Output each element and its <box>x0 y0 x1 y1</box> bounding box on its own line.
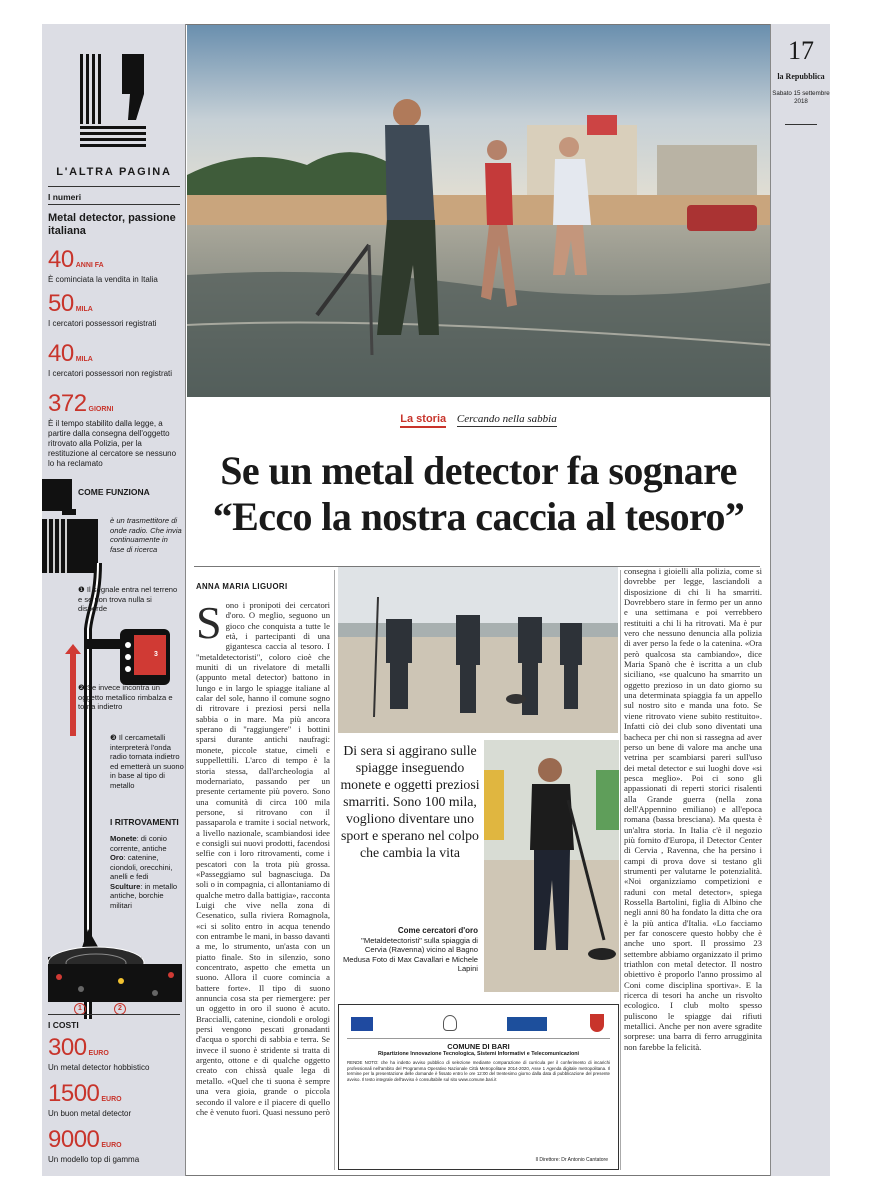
cost-unit: EURO <box>101 1096 122 1103</box>
find-label: Oro <box>110 853 124 862</box>
cost-number: 1500 <box>48 1080 100 1107</box>
finds-title: I RITROVAMENTI <box>110 817 179 827</box>
stat-unit: GIORNI <box>88 406 114 413</box>
coin-icon <box>118 978 124 984</box>
stat-unit: MILA <box>75 306 93 313</box>
how-intro: è un trasmettitore di onde radio. Che invia continuamente in fase di ricerca <box>110 516 182 554</box>
stat-number: 40 <box>48 340 74 367</box>
eu-flag-icon <box>351 1017 373 1031</box>
pull-quote: Di sera si aggirano sulle spiagge inseguendo monete e oggetti preziosi smarriti. Sono 100 mila, vogliono diventare uno sport e sperano nel colpo che cambia la vita <box>340 743 480 860</box>
coin-icon <box>152 990 158 996</box>
how-step-3: ❸ Il cercametalli interpreterà l'onda radio tornata indietro ed emetterà un suono in base al tipo di metallo <box>110 733 184 790</box>
ad-fine-print: RENDE NOTO: che ha indetto avviso pubblico di selezione mediante comparazione di curricula per il conferimento di incarichi professionali nell'ambito del Programma Operativo Nazionale Città Metropolitane 2014-2020, Asse 1 Agenda digitale metropolitana. Il termine per la presentazione delle domande è fissato entro le ore 12:00 del trentesimo giorno dalla data di pubblicazione del presente avviso. Il testo integrale dell'avviso è consultabile sul sito www.comune.bari.it <box>347 1060 610 1082</box>
section-logo <box>78 54 148 150</box>
kicker-section: La storia <box>400 413 446 428</box>
divider <box>785 124 817 125</box>
stat-item <box>48 390 182 469</box>
ad-comune: COMUNE DI BARI <box>447 1042 510 1051</box>
costs-title: I COSTI <box>48 1020 79 1030</box>
numbers-heading: Metal detector, passione italiana <box>48 212 176 237</box>
coin-icon <box>78 986 84 992</box>
stat-unit: ANNI FA <box>75 262 104 269</box>
article-column-3 <box>624 566 762 1166</box>
stat-item <box>48 340 182 379</box>
stat-number: 372 <box>48 390 87 417</box>
find-text: : catenine, ciondoli, orecchini, anelli e fedi <box>110 853 173 881</box>
signal-arrow-icon <box>70 652 76 736</box>
marker-1: 1 <box>74 1003 86 1015</box>
cost-desc: Un modello top di gamma <box>48 1155 140 1164</box>
column-divider <box>620 570 621 1170</box>
date: Sabato 15 settembre 2018 <box>772 90 830 105</box>
how-step-1: ❶ Il segnale entra nel terreno e se non trova nulla si disperde <box>78 585 178 613</box>
how-step-2: ❷ Se invece incontra un oggetto metallico rimbalza e torna indietro <box>78 683 173 711</box>
public-notice-ad <box>338 1004 619 1170</box>
article-text: ono i pronipoti dei cercatori d'oro. O meglio, seguono un gioco che conquista a tutte le età, i partecipanti di una gigantesca caccia al tesoro. I "metaldetectoristi", coloro cioè che muniti di un rivelatore di metalli (appunto metal detector) battono in lungo e in largo le spiagge italiane al calar del sole, hanno il comune sogno di ritrovare i preziosi persi nella sabbia o in mare. Ma più ancora sperano di "raggiungere" i bottini sparsi durante antichi naufragi: monete, piccole statue, cimeli e suppellettili. L'arco di tempo è la storia stessa, dall'archeologia al modernariato, passando per un presente certamente più povero. Sono una comunità di circa 100 mila persone, si ritrovano con il passaparola e tramite i social network, a livello nazionale, scambiandosi idee e consigli sui nuovi prodotti, facendosi selfie con i loro ritrovamenti, come i pescatori con la trota più grossa. «Passeggiamo sul bagnasciuga. Da soli o in compagnia, ci allontaniamo di qualche metro dalla battigia», racconta Luigi che vive nella zona di Cesenatico, sulla riviera Romagnola, «ci si solito entro in acqua tenendo con entrambe le mani, in basso davanti a me, lo strumento, un'asta con un piatto finale. Sto in silenzio, sono concentrato, aspetto che emetta un suono. Allora il cuore comincia a battere forte». Il tipo di suono annuncia cosa sta per riemergere: per un oggetto in oro il suono è acuto. Braccialli, catenine, ciondoli e orologi persi vengono pescati gronadanti d'acqua o sporchi di sabbia e terra. Se invece il suono è stridente si tratta di argento, ottone e di qualche oggetto creato con chissà quale lega di metallo. «Quel che ti suona è sempre una vera gioia, grande o piccola secondo il valore e il piacere di quello che è venuto fuori. Quasi nessuno però <box>196 600 330 1117</box>
ad-signature: Il Direttore: Dr Antonio Cantatore <box>535 1157 608 1163</box>
stat-desc: È il tempo stabilito dalla legge, a partire dalla consegna dell'oggetto ritrovato alla Polizia, per la restituzione al cercatore se nessuno lo ha reclamato <box>48 419 177 468</box>
emblem-icon <box>443 1015 457 1031</box>
article-column-1 <box>196 600 330 1172</box>
divider <box>48 1014 180 1015</box>
cost-item <box>48 1126 182 1165</box>
section-title: L'ALTRA PAGINA <box>56 166 172 178</box>
woman-photo-image <box>484 740 619 992</box>
stat-number: 50 <box>48 290 74 317</box>
drop-cap: S <box>196 600 222 648</box>
find-label: Monete <box>110 834 137 843</box>
masthead: la Repubblica <box>777 72 825 81</box>
numbers-label: I numeri <box>48 192 82 202</box>
hero-photo <box>187 25 770 397</box>
headline-line-1: Se un metal detector fa sognare <box>220 448 737 493</box>
byline: ANNA MARIA LIGUORI <box>196 582 288 591</box>
how-title: COME FUNZIONA <box>78 487 150 497</box>
beach-photo-image <box>187 25 770 397</box>
cost-item <box>48 1080 182 1119</box>
cost-desc: Un metal detector hobbistico <box>48 1063 150 1072</box>
stat-item <box>48 246 182 285</box>
article-text: consegna i gioielli alla polizia, come si dovrebbe per legge, lasciandoli a disposizione di chi li ha smarriti. Dovrebbero stare in fermo per un anno e una settimana e poi verrebbero restituiti a chi li ha ritrovati. Ma è pur vero che nessuno denuncia alla polizia di aver perso la fede o la catenina. «Ora però qualcosa sta cambiando», dice Maria Spanò che è iscritta a un club siciliano, «se qualcuno ha smarrito un oggetto prezioso in un dato giorno su una determinata spiaggia fa un appello sul nostro sito e manda una foto. Se viene ritrovato viene subito restituito». Infatti ciò dei club sono diventati una bacheca per chi non si rassegna ad aver perso un bene di valore ma anche una vetrina per scambiarsi pareri sull'uso dei metal detector e sui luoghi dove «si pesca meglio». Poi ci sono gli appassionati di reperti storici risalenti alla Grande guerra (nella zona dell'Appennino emiliano) e all'epoca romana (bassa bresciana). Ma questa è un'altra storia. In Italia c'è il negozio più fornito d'Europa, il Detector Center di Cervia , Ravenna, che ha persino i campi di prova dove si testano gli strumenti per valutarne le potenzialità. «Noi organizziamo competizioni e raduni con metal detector», spiega Rossella Bartolini, figlia di Albino che negli anni 80 ha fondato la ditta che ora è la più antica d'Italia. «Lo facciamo per far conoscere questo hobby che è anche uno sport. Il prossimo 23 settembre abbiamo organizzato il primo triathlon con metal detector. Il nostro obiettivo è proporlo l'anno prossimo al Coni come disciplina sportiva». E la ricerca di tesori ha anche un risvolto ecologico. I club molto spesso puliscono le spiagge dai rifiuti metallici. Anche per non avere sgradite sorprese: una barra di ferro arrugginita non farebbe la felicità. <box>624 566 762 1052</box>
divider <box>48 186 180 187</box>
cost-number: 9000 <box>48 1126 100 1153</box>
pon-logo-icon <box>507 1017 547 1031</box>
marker-2: 2 <box>114 1003 126 1015</box>
cost-item <box>48 1034 182 1073</box>
group-photo <box>338 567 618 733</box>
sidebar <box>42 24 186 1176</box>
headline-line-2: “Ecco la nostra caccia al tesoro” <box>212 494 745 539</box>
ad-office: Ripartizione Innovazione Tecnologica, Sistemi Informativi e Telecomunicazioni <box>377 1051 580 1057</box>
cost-unit: EURO <box>101 1142 122 1149</box>
caption-text: "Metaldetectoristi" sulla spiaggia di Cervia (Ravenna) vicino al Bagno Medusa Foto di Max Cavallari e Michele Lapini <box>342 935 478 974</box>
stat-desc: I cercatori possessori registrati <box>48 319 157 328</box>
divider <box>48 204 180 205</box>
finds-list <box>110 834 184 910</box>
coin-icon <box>168 972 174 978</box>
cost-desc: Un buon metal detector <box>48 1109 132 1118</box>
woman-photo <box>484 740 619 992</box>
coin-icon <box>56 974 62 980</box>
cost-number: 300 <box>48 1034 87 1061</box>
l-logo-icon <box>78 54 148 150</box>
photo-caption <box>340 926 478 974</box>
kicker-topic: Cercando nella sabbia <box>456 413 557 425</box>
bari-crest-icon <box>590 1014 604 1032</box>
find-item <box>110 882 184 911</box>
find-item <box>110 853 184 882</box>
ad-logos <box>347 1009 610 1039</box>
find-text: : in metallo antiche, borchie militari <box>110 881 178 910</box>
headline <box>187 448 770 540</box>
stat-item <box>48 290 182 329</box>
stat-desc: I cercatori possessori non registrati <box>48 369 173 378</box>
cost-unit: EURO <box>88 1050 109 1057</box>
stat-unit: MILA <box>75 356 93 363</box>
page-info-column <box>770 24 830 1176</box>
find-label: Sculture <box>110 881 141 891</box>
column-divider <box>334 570 335 1170</box>
group-photo-image <box>338 567 618 733</box>
caption-title: Come cercatori d'oro <box>397 926 478 935</box>
stat-number: 40 <box>48 246 74 273</box>
stat-desc: È cominciata la vendita in Italia <box>48 275 158 284</box>
page-number: 17 <box>788 36 814 65</box>
marker-3: 3 <box>150 649 162 661</box>
find-text: : di conio corrente, antiche <box>110 834 167 853</box>
ground-illustration <box>48 964 182 1002</box>
kicker <box>187 413 770 425</box>
find-item <box>110 834 184 853</box>
